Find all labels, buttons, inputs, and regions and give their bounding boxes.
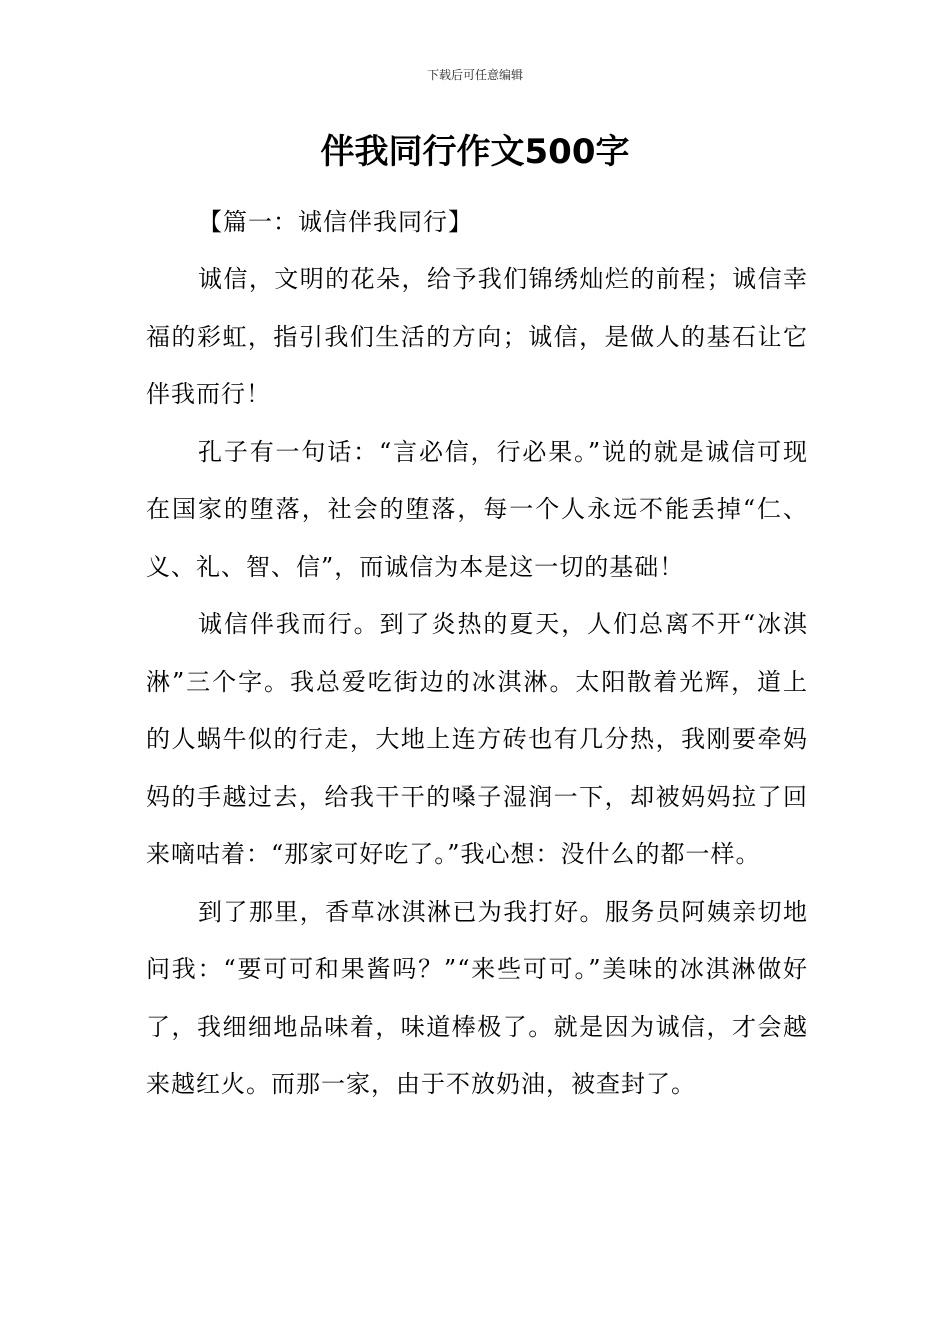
paragraph-2: 孔子有一句话：“言必信，行必果。”说的就是诚信可现在国家的堕落，社会的堕落，每一个人永远不能丢掉“仁、义、礼、智、信”，而诚信为本是这一切的基础！ [146, 437, 808, 581]
section-heading: 【篇一：诚信伴我同行】 [198, 208, 473, 236]
page-header-note: 下载后可任意编辑 [426, 68, 523, 82]
paragraph-4: 到了那里，香草冰淇淋已为我打好。服务员阿姨亲切地问我：“要可可和果酱吗？”“来些可可。”美味的冰淇淋做好了，我细细地品味着，味道棒极了。就是因为诚信，才会越来越红火。而那一家，由于不放奶油，被查封了。 [146, 897, 808, 1098]
document-body [146, 194, 808, 1114]
paragraph-3: 诚信伴我而行。到了炎热的夏天，人们总离不开“冰淇淋”三个字。我总爱吃街边的冰淇淋。太阳散着光辉，道上的人蜗牛似的行走，大地上连方砖也有几分热，我刚要牵妈妈的手越过去，给我干干的嗓子湿润一下，却被妈妈拉了回来嘀咕着：“那家可好吃了。”我心想：没什么的都一样。 [146, 610, 808, 868]
document-title: 伴我同行作文500字 [320, 132, 630, 172]
paragraph-1: 诚信，文明的花朵，给予我们锦绣灿烂的前程；诚信幸福的彩虹，指引我们生活的方向；诚信，是做人的基石让它伴我而行！ [146, 265, 808, 408]
